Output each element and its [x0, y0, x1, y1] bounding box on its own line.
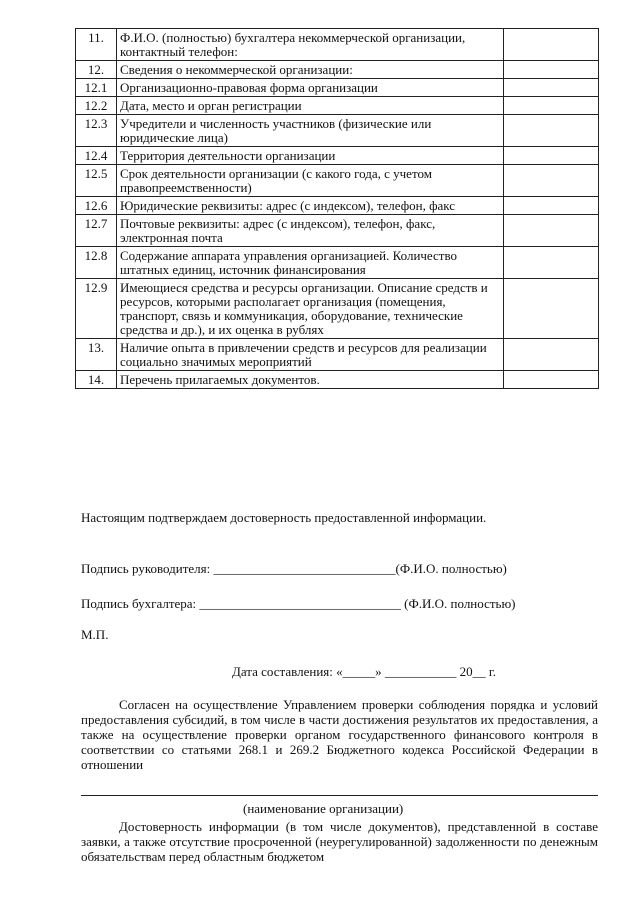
accountant-signature-suffix: (Ф.И.О. полностью) — [404, 596, 516, 611]
info-table — [75, 28, 599, 389]
row-number: 12.4 — [76, 147, 117, 165]
row-text: Имеющиеся средства и ресурсы организации. Описание средств и ресурсов, которыми располагает организация (помещения, транспорт, связь и коммуникация, оборудование, технические средства и др.), и их оценка в рублях — [117, 279, 504, 339]
row-value-cell — [504, 147, 599, 165]
row-value-cell — [504, 115, 599, 147]
table-row — [76, 215, 599, 247]
row-number: 12.1 — [76, 79, 117, 97]
table-row — [76, 61, 599, 79]
table-row — [76, 371, 599, 389]
date-line: Дата составления: «_____» ___________ 20__ г. — [232, 664, 496, 679]
table-row — [76, 147, 599, 165]
row-value-cell — [504, 279, 599, 339]
row-text: Ф.И.О. (полностью) бухгалтера некоммерческой организации, контактный телефон: — [117, 29, 504, 61]
head-signature-blank: ____________________________ — [213, 561, 396, 576]
table-row — [76, 279, 599, 339]
row-value-cell — [504, 247, 599, 279]
row-number: 12.2 — [76, 97, 117, 115]
table-row — [76, 29, 599, 61]
table-row — [76, 115, 599, 147]
row-number: 12.6 — [76, 197, 117, 215]
table-row — [76, 197, 599, 215]
table-row — [76, 97, 599, 115]
row-text: Наличие опыта в привлечении средств и ресурсов для реализации социально значимых мероприятий — [117, 339, 504, 371]
row-number: 11. — [76, 29, 117, 61]
row-text: Срок деятельности организации (с какого года, с учетом правопреемственности) — [117, 165, 504, 197]
head-signature-suffix: (Ф.И.О. полностью) — [395, 561, 507, 576]
row-value-cell — [504, 215, 599, 247]
row-text: Сведения о некоммерческой организации: — [117, 61, 504, 79]
row-value-cell — [504, 97, 599, 115]
row-number: 12.5 — [76, 165, 117, 197]
confirm-text: Настоящим подтверждаем достоверность предоставленной информации. — [81, 510, 487, 525]
accountant-signature-line — [81, 596, 516, 612]
row-text: Юридические реквизиты: адрес (с индексом), телефон, факс — [117, 197, 504, 215]
org-name-caption: (наименование организации) — [243, 801, 404, 816]
reliability-paragraph: Достоверность информации (в том числе документов), представленной в составе заявки, а также отсутствие просроченной (неурегулированной) задолженности по денежным обязательствам перед областным бюджетом — [81, 819, 598, 864]
table-row — [76, 339, 599, 371]
table-row — [76, 79, 599, 97]
row-text: Организационно-правовая форма организации — [117, 79, 504, 97]
stamp-mark: М.П. — [81, 627, 109, 642]
table-row — [76, 165, 599, 197]
row-text: Содержание аппарата управления организацией. Количество штатных единиц, источник финансирования — [117, 247, 504, 279]
row-value-cell — [504, 197, 599, 215]
row-number: 12.3 — [76, 115, 117, 147]
accountant-signature-blank: _______________________________ — [199, 596, 401, 611]
row-number: 13. — [76, 339, 117, 371]
row-text: Почтовые реквизиты: адрес (с индексом), телефон, факс, электронная почта — [117, 215, 504, 247]
row-text: Дата, место и орган регистрации — [117, 97, 504, 115]
row-text: Территория деятельности организации — [117, 147, 504, 165]
row-value-cell — [504, 29, 599, 61]
row-value-cell — [504, 371, 599, 389]
row-number: 12.7 — [76, 215, 117, 247]
row-number: 12. — [76, 61, 117, 79]
row-number: 12.9 — [76, 279, 117, 339]
consent-paragraph: Согласен на осуществление Управлением проверки соблюдения порядка и условий предоставления субсидий, в том числе в части достижения результатов их предоставления, а также на осуществление проверки органом государственного финансового контроля в соответствии со статьями 268.1 и 269.2 Бюджетного кодекса Российской Федерации в отношении — [81, 697, 598, 772]
row-value-cell — [504, 165, 599, 197]
table-row — [76, 247, 599, 279]
row-number: 14. — [76, 371, 117, 389]
head-signature-line — [81, 561, 507, 577]
head-signature-label: Подпись руководителя: — [81, 561, 211, 576]
accountant-signature-label: Подпись бухгалтера: — [81, 596, 197, 611]
row-text: Перечень прилагаемых документов. — [117, 371, 504, 389]
row-value-cell — [504, 79, 599, 97]
row-number: 12.8 — [76, 247, 117, 279]
row-text: Учредители и численность участников (физические или юридические лица) — [117, 115, 504, 147]
row-value-cell — [504, 61, 599, 79]
row-value-cell — [504, 339, 599, 371]
org-name-field — [81, 795, 598, 796]
